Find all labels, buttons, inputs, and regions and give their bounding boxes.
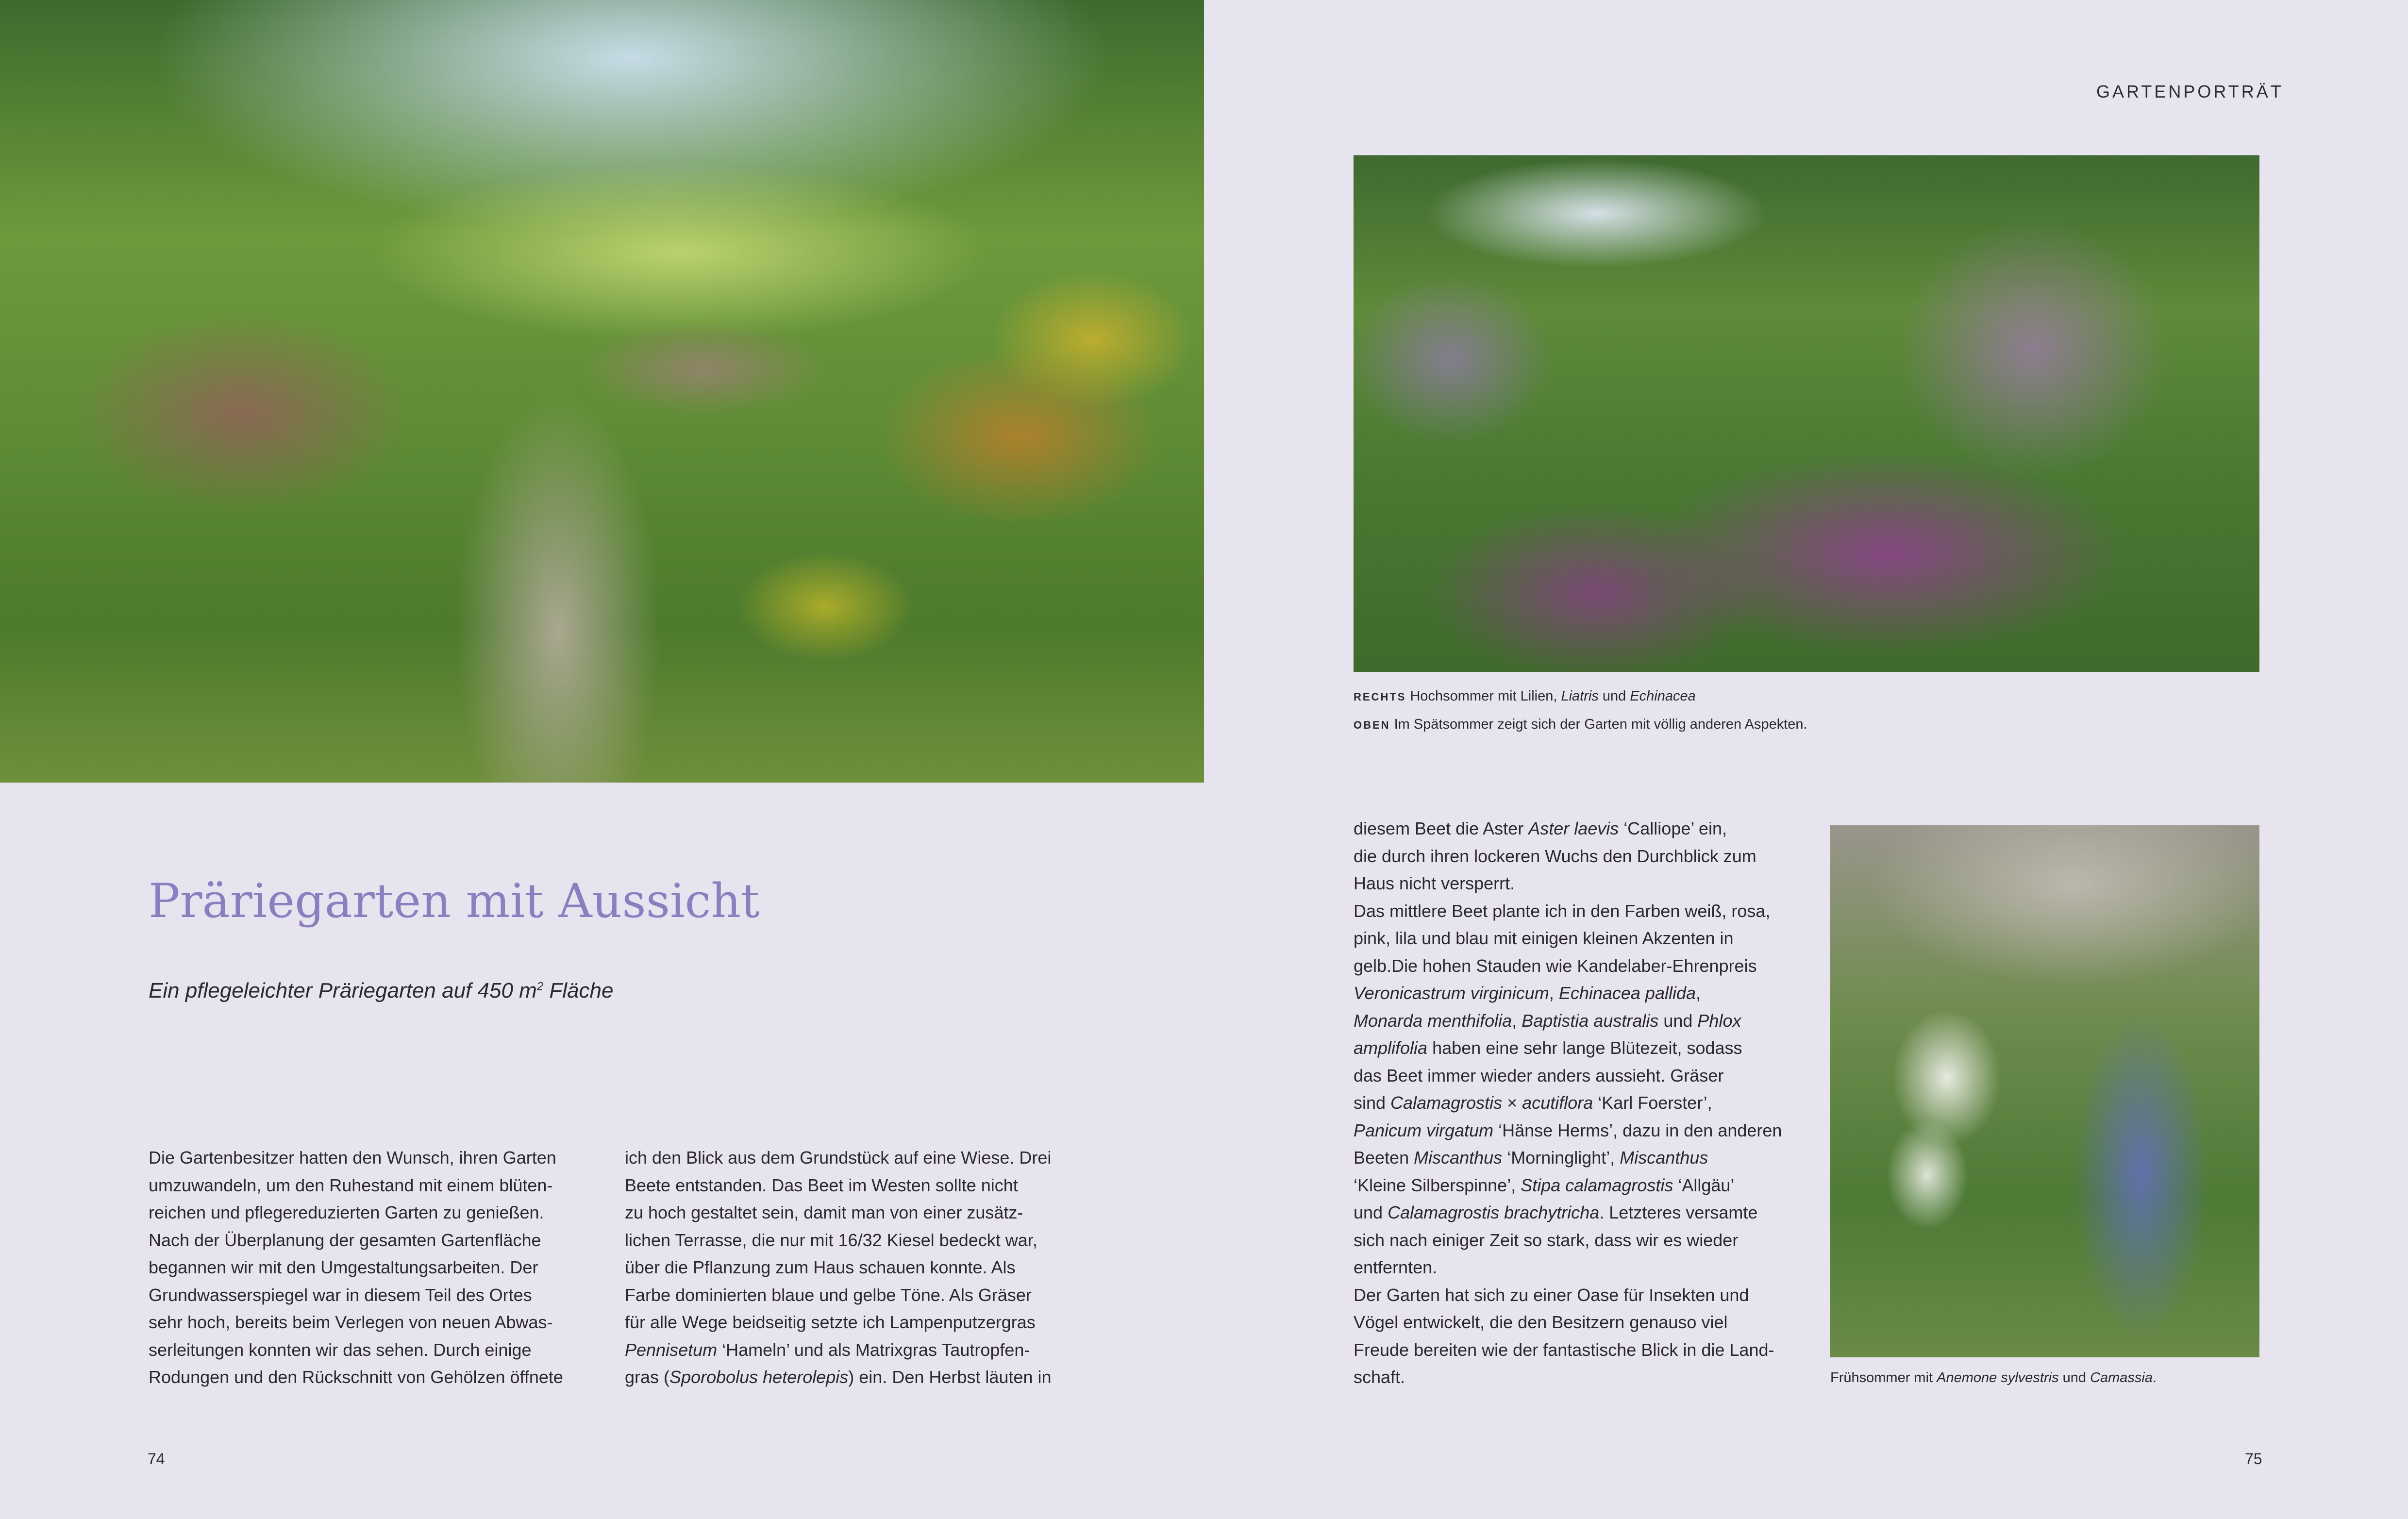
caption-line [1354, 683, 1807, 711]
body-line [1354, 843, 1782, 870]
italic-text: Aster laevis [1528, 818, 1619, 838]
body-line [1354, 980, 1782, 1007]
body-line [149, 1144, 563, 1172]
text-run: Beeten [1354, 1148, 1414, 1168]
text-run: die durch ihren lockeren Wuchs den Durchblick zum [1354, 846, 1756, 866]
italic-text: Stipa calamagrostis [1521, 1175, 1673, 1195]
italic-text: Calamagrostis brachytricha [1388, 1202, 1600, 1222]
italic-text: Phlox [1697, 1010, 1741, 1031]
text-run: diesem Beet die Aster [1354, 818, 1529, 838]
body-line [1354, 1172, 1782, 1200]
text-run: Beete entstanden. Das Beet im Westen sollte nicht [625, 1175, 1018, 1195]
caption-bottom-right [1830, 1364, 2157, 1391]
text-run: und [1658, 1010, 1698, 1031]
text-run: zu hoch gestaltet sein, damit man von einer zusätz- [625, 1202, 1023, 1222]
text-run: ‘Morninglight’, [1502, 1148, 1620, 1168]
body-line [1354, 1089, 1782, 1117]
body-column-2 [625, 1144, 1052, 1391]
text-run: sich nach einiger Zeit so stark, dass wir es wieder [1354, 1230, 1739, 1250]
caption-tag: OBEN [1354, 719, 1390, 731]
body-line [625, 1309, 1052, 1336]
text-run: sehr hoch, bereits beim Verlegen von neuen Abwas- [149, 1312, 553, 1332]
text-run: × [1502, 1093, 1522, 1113]
body-line [1354, 1309, 1782, 1336]
late-summer-border-photo [1354, 155, 2259, 672]
body-line [1354, 1227, 1782, 1254]
text-run: für alle Wege beidseitig setzte ich Lampenputzergras [625, 1312, 1036, 1332]
text-run: , [1696, 983, 1701, 1003]
text-run: und [1354, 1202, 1388, 1222]
italic-text: Echinacea [1630, 688, 1696, 704]
body-line [625, 1144, 1052, 1172]
article-subtitle [149, 979, 613, 1003]
body-line [149, 1199, 563, 1227]
italic-text: Veronicastrum virginicum [1354, 983, 1549, 1003]
text-run: Das mittlere Beet plante ich in den Farben weiß, rosa, [1354, 901, 1771, 921]
text-run: Farbe dominierten blaue und gelbe Töne. Als Gräser [625, 1285, 1032, 1305]
body-line [1354, 815, 1782, 843]
text-run: über die Pflanzung zum Haus schauen konnte. Als [625, 1257, 1016, 1277]
text-run: Freude bereiten wie der fantastische Blick in die Land- [1354, 1339, 1774, 1360]
text-run: Die Gartenbesitzer hatten den Wunsch, ihren Garten [149, 1148, 556, 1168]
text-run: Im Spätsommer zeigt sich der Garten mit völlig anderen Aspekten. [1394, 717, 1807, 732]
body-line [625, 1364, 1052, 1391]
body-line [1354, 1062, 1782, 1090]
text-run: entfernten. [1354, 1257, 1438, 1277]
body-line [1354, 1282, 1782, 1309]
text-run: lichen Terrasse, die nur mit 16/32 Kiesel bedeckt war, [625, 1230, 1037, 1250]
body-line [1354, 1144, 1782, 1172]
body-line [1354, 952, 1782, 980]
section-label: GARTENPORTRÄT [2096, 82, 2284, 101]
italic-text: acutiflora [1522, 1093, 1593, 1113]
body-line [625, 1254, 1052, 1282]
body-line [149, 1172, 563, 1200]
body-line [1354, 1035, 1782, 1062]
text-run: umzuwandeln, um den Ruhestand mit einem blüten- [149, 1175, 553, 1195]
caption-line [1830, 1364, 2157, 1391]
text-run: Grundwasserspiegel war in diesem Teil des Ortes [149, 1285, 532, 1305]
page-number-left: 74 [148, 1450, 165, 1468]
text-run: Nach der Überplanung der gesamten Gartenfläche [149, 1230, 541, 1250]
text-run: . [2153, 1370, 2157, 1385]
text-run: ) ein. Den Herbst läuten in [848, 1367, 1052, 1387]
text-run: Der Garten hat sich zu einer Oase für Insekten und [1354, 1285, 1749, 1305]
text-run: gras ( [625, 1367, 670, 1387]
early-summer-anemone-camassia-photo [1830, 825, 2259, 1357]
body-line [625, 1172, 1052, 1200]
body-line [1354, 1364, 1782, 1391]
text-run: ‘Karl Foerster’, [1593, 1093, 1712, 1113]
article-title: Präriegarten mit Aussicht [149, 874, 760, 928]
italic-text: Baptistia australis [1522, 1010, 1659, 1031]
text-run: Haus nicht versperrt. [1354, 873, 1515, 893]
text-run: reichen und pflegereduzierten Garten zu genießen. [149, 1202, 544, 1222]
text-run: Frühsommer mit [1830, 1370, 1937, 1385]
text-run: und [1598, 688, 1630, 704]
italic-text: Camassia [2090, 1370, 2153, 1385]
body-line [625, 1336, 1052, 1364]
text-run: ‘Kleine Silberspinne’, [1354, 1175, 1521, 1195]
body-line [149, 1336, 563, 1364]
text-run: ‘Hameln’ und als Matrixgras Tautropfen- [717, 1339, 1030, 1360]
body-line [1354, 898, 1782, 925]
garden-path-photo [0, 0, 1204, 783]
body-line [625, 1199, 1052, 1227]
text-run: ‘Hänse Herms’, dazu in den anderen [1493, 1120, 1782, 1140]
body-line [625, 1227, 1052, 1254]
body-line [1354, 1336, 1782, 1364]
body-line [149, 1282, 563, 1309]
text-run: das Beet immer wieder anders aussieht. Gräser [1354, 1065, 1724, 1085]
italic-text: Anemone sylvestris [1937, 1370, 2059, 1385]
italic-text: Miscanthus [1414, 1148, 1503, 1168]
body-line [1354, 1199, 1782, 1227]
text-run: Rodungen und den Rückschnitt von Gehölzen öffnete [149, 1367, 563, 1387]
text-run: gelb.Die hohen Stauden wie Kandelaber-Ehrenpreis [1354, 955, 1757, 976]
subtitle-text-end: Fläche [543, 979, 614, 1002]
text-run: Vögel entwickelt, die den Besitzern genauso viel [1354, 1312, 1728, 1332]
text-run: , [1549, 983, 1559, 1003]
body-line [149, 1309, 563, 1336]
body-column-3 [1354, 815, 1782, 1391]
text-run: und [2058, 1370, 2090, 1385]
body-line [1354, 925, 1782, 952]
body-line [1354, 870, 1782, 898]
body-line [1354, 1254, 1782, 1282]
page-number-right: 75 [2245, 1450, 2262, 1468]
italic-text: Pennisetum [625, 1339, 718, 1360]
body-line [1354, 1007, 1782, 1035]
text-run: ich den Blick aus dem Grundstück auf eine Wiese. Drei [625, 1148, 1052, 1168]
body-line [1354, 1117, 1782, 1145]
italic-text: Echinacea pallida [1558, 983, 1696, 1003]
body-line [149, 1254, 563, 1282]
subtitle-text: Ein pflegeleichter Präriegarten auf 450 m [149, 979, 537, 1002]
body-line [625, 1282, 1052, 1309]
text-run: ‘Calliope’ ein, [1619, 818, 1727, 838]
italic-text: Monarda menthifolia [1354, 1010, 1512, 1031]
subtitle-superscript: 2 [536, 980, 544, 993]
text-run: ‘Allgäu’ [1673, 1175, 1735, 1195]
italic-text: Panicum virgatum [1354, 1120, 1494, 1140]
text-run: Hochsommer mit Lilien, [1410, 688, 1561, 704]
text-run: . Letzteres versamte [1599, 1202, 1758, 1222]
body-line [149, 1227, 563, 1254]
body-column-1 [149, 1144, 563, 1391]
text-run: begannen wir mit den Umgestaltungsarbeiten. Der [149, 1257, 538, 1277]
text-run: haben eine sehr lange Blütezeit, sodass [1427, 1038, 1742, 1058]
italic-text: amplifolia [1354, 1038, 1428, 1058]
italic-text: Liatris [1561, 688, 1599, 704]
text-run: serleitungen konnten wir das sehen. Durch einige [149, 1339, 532, 1360]
text-run: sind [1354, 1093, 1391, 1113]
italic-text: Miscanthus [1620, 1148, 1708, 1168]
caption-tag: RECHTS [1354, 691, 1406, 703]
caption-line [1354, 711, 1807, 739]
italic-text: Calamagrostis [1390, 1093, 1503, 1113]
text-run: schaft. [1354, 1367, 1405, 1387]
text-run: , [1512, 1010, 1522, 1031]
caption-top-right [1354, 683, 1807, 739]
italic-text: Sporobolus heterolepis [669, 1367, 849, 1387]
text-run: pink, lila und blau mit einigen kleinen Akzenten in [1354, 928, 1734, 948]
body-line [149, 1364, 563, 1391]
